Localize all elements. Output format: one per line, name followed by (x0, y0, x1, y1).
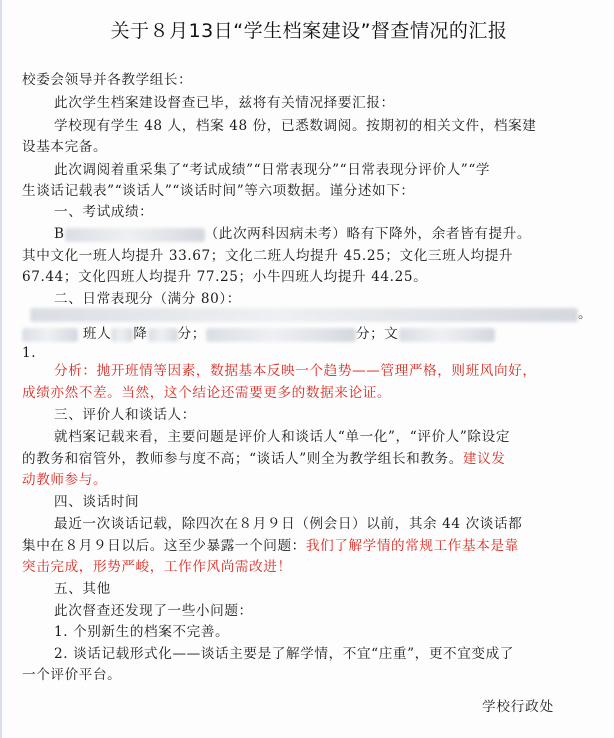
suggestion-text: 建议发 (462, 451, 506, 467)
blurred-text: 分； (177, 326, 206, 342)
paragraph-line: 此次调阅着重采集了“考试成绩”“日常表现分”“日常表现分评价人”“学 (54, 162, 491, 178)
paragraph-line: 学校现有学生 48 人，档案 48 份，已悉数调阅。按期初的相关文件，档案建 (54, 118, 537, 134)
salutation: 校委会领导并各教学组长： (22, 72, 193, 88)
paragraph-text: （此次两科因病未考）略有下降外，余者皆有提升。 (204, 226, 532, 242)
paragraph-line (54, 224, 597, 244)
paragraph-line: 就档案记载来看，主要问题是评价人和谈话人“单一化”，“评价人”除设定 (54, 429, 511, 445)
redaction-blur (30, 308, 578, 322)
paragraph-line: 最近一次谈话记载，除四次在８月９日（例会日）以前，其余 44 次谈话都 (54, 516, 523, 532)
paragraph-line (22, 536, 597, 556)
section-heading-daily-score: 二、日常表现分（满分 80）： (54, 291, 241, 307)
redaction-blur (399, 328, 495, 342)
warning-text: 我们了解学情的常规工作基本是靠 (305, 538, 519, 554)
page-title: 关于８月13日“学生档案建设”督查情况的汇报 (110, 20, 508, 42)
section-heading-exam: 一、考试成绩： (54, 204, 154, 220)
list-item: 2. 谈话记载形式化——谈话主要是了解学情，不宜“庄重”，更不宜变成了 (54, 646, 514, 662)
paragraph-line: 生谈话记载表”“谈话人”“谈话时间”等六项数据。谨分述如下： (22, 183, 415, 199)
paragraph-line: 67.44；文化四班人均提升 77.25；小牛四班人均提升 44.25。 (22, 269, 428, 285)
intro-line: 此次学生档案建设督查已毕，兹将有关情况择要汇报： (54, 95, 395, 111)
blurred-text: 降 (133, 326, 148, 342)
analysis-line: 成绩亦然不差。当然，这个结论还需要更多的数据来论证。 (22, 385, 392, 401)
redaction-blur (111, 328, 133, 342)
paragraph-line: 其中文化一班人均提升 33.67；文化二班人均提升 45.25；文化三班人均提升 (22, 248, 514, 264)
paragraph-line: 设基本完备。 (22, 139, 108, 155)
redaction-blur (148, 328, 178, 342)
analysis-line: 分析：抛开班情等因素，数据基本反映一个趋势——管理严格，则班风向好， (54, 363, 537, 379)
list-number: 1. (22, 345, 37, 361)
list-item: 一个评价平台。 (22, 667, 122, 683)
paragraph-text: 。 (578, 306, 593, 322)
list-item: 1. 个别新生的档案不完善。 (54, 624, 230, 640)
warning-line: 突击完成，形势严峻，工作作风尚需改进！ (22, 559, 292, 575)
section-heading-evaluators: 三、评价人和谈话人： (54, 407, 196, 423)
paragraph-text: 集中在８月９日以后。这至少暴露一个问题： (22, 538, 306, 554)
paragraph-line (22, 449, 597, 469)
redacted-line (22, 304, 597, 324)
section-heading-talk-time: 四、谈话时间 (54, 494, 140, 510)
suggestion-line: 动教师参与。 (22, 472, 108, 488)
paragraph-text: 的教务和宿管外，教师参与度不高；“谈话人”则全为教学组长和教务。 (22, 451, 463, 467)
blurred-text: 分；文 (355, 326, 399, 342)
redacted-line (22, 324, 597, 344)
redaction-blur (206, 328, 356, 342)
section-heading-other: 五、其他 (54, 581, 111, 597)
paragraph-line: 此次督查还发现了一些小问题： (54, 603, 253, 619)
redaction-blur (65, 228, 205, 242)
signature: 学校行政处 (482, 699, 554, 715)
blurred-text: B (54, 226, 65, 242)
redaction-blur (22, 328, 78, 342)
blurred-text: 班人 (82, 326, 112, 342)
